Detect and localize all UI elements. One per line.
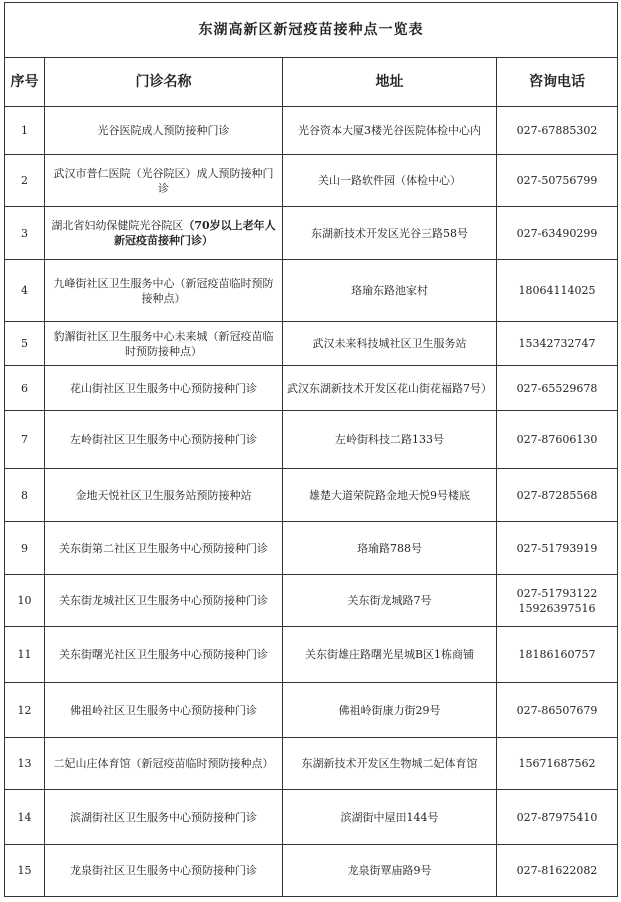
cell-phone: 027-50756799 [497, 155, 618, 207]
cell-address: 雄楚大道荣院路金地天悦9号楼底 [283, 469, 497, 522]
cell-address: 左岭街科技二路133号 [283, 411, 497, 469]
table-row [5, 155, 618, 207]
cell-name: 金地天悦社区卫生服务站预防接种站 [45, 469, 283, 522]
cell-phone [497, 575, 618, 627]
table-row [5, 366, 618, 411]
cell-seq: 7 [5, 411, 45, 469]
cell-address: 东湖新技术开发区生物城二妃体育馆 [283, 738, 497, 790]
table-row [5, 469, 618, 522]
cell-seq: 1 [5, 107, 45, 155]
cell-name: 花山街社区卫生服务中心预防接种门诊 [45, 366, 283, 411]
cell-seq: 12 [5, 683, 45, 738]
cell-seq: 9 [5, 522, 45, 575]
vaccination-sites-table [4, 2, 618, 897]
cell-seq: 8 [5, 469, 45, 522]
cell-seq: 3 [5, 207, 45, 260]
table-row [5, 522, 618, 575]
cell-phone: 027-63490299 [497, 207, 618, 260]
cell-phone-line-1: 027-51793122 [516, 586, 598, 600]
cell-phone-line-2: 15926397516 [518, 601, 596, 615]
cell-phone: 027-86507679 [497, 683, 618, 738]
cell-name: 光谷医院成人预防接种门诊 [45, 107, 283, 155]
cell-phone: 027-65529678 [497, 366, 618, 411]
table-title: 东湖高新区新冠疫苗接种点一览表 [5, 3, 618, 58]
cell-name: 关东街第二社区卫生服务中心预防接种门诊 [45, 522, 283, 575]
cell-address: 关东街雄庄路曙光星城B区1栋商铺 [283, 627, 497, 683]
cell-address: 滨湖街中屋田144号 [283, 790, 497, 845]
table-row [5, 683, 618, 738]
cell-seq: 10 [5, 575, 45, 627]
table-row [5, 845, 618, 897]
table-header-row [5, 58, 618, 107]
cell-address: 光谷资本大厦3楼光谷医院体检中心内 [283, 107, 497, 155]
header-seq: 序号 [5, 58, 45, 107]
cell-address: 武汉东湖新技术开发区花山街花福路7号） [283, 366, 497, 411]
cell-name: 滨湖街社区卫生服务中心预防接种门诊 [45, 790, 283, 845]
cell-phone: 027-87975410 [497, 790, 618, 845]
cell-seq: 4 [5, 260, 45, 322]
cell-name: 九峰街社区卫生服务中心（新冠疫苗临时预防接种点） [45, 260, 283, 322]
cell-seq: 14 [5, 790, 45, 845]
cell-phone: 027-81622082 [497, 845, 618, 897]
cell-name: 武汉市普仁医院（光谷院区）成人预防接种门诊 [45, 155, 283, 207]
cell-address: 珞瑜路788号 [283, 522, 497, 575]
cell-phone: 18186160757 [497, 627, 618, 683]
cell-seq: 2 [5, 155, 45, 207]
cell-address: 东湖新技术开发区光谷三路58号 [283, 207, 497, 260]
cell-phone: 18064114025 [497, 260, 618, 322]
cell-seq: 5 [5, 322, 45, 366]
cell-name-regular: 湖北省妇幼保健院光谷院区 [51, 219, 184, 232]
cell-seq: 6 [5, 366, 45, 411]
cell-address: 龙泉街覃庙路9号 [283, 845, 497, 897]
table-row [5, 627, 618, 683]
cell-phone: 15671687562 [497, 738, 618, 790]
header-name: 门诊名称 [45, 58, 283, 107]
cell-name: 关东街曙光社区卫生服务中心预防接种门诊 [45, 627, 283, 683]
cell-name: 豹澥街社区卫生服务中心未来城（新冠疫苗临时预防接种点） [45, 322, 283, 366]
table-row [5, 322, 618, 366]
cell-name: 二妃山庄体育馆（新冠疫苗临时预防接种点） [45, 738, 283, 790]
table-row [5, 790, 618, 845]
cell-name: 左岭街社区卫生服务中心预防接种门诊 [45, 411, 283, 469]
cell-seq: 13 [5, 738, 45, 790]
cell-seq: 15 [5, 845, 45, 897]
table-row [5, 107, 618, 155]
cell-address: 武汉未来科技城社区卫生服务站 [283, 322, 497, 366]
cell-address: 关东街龙城路7号 [283, 575, 497, 627]
table-row [5, 738, 618, 790]
cell-address: 关山一路软件园（体检中心） [283, 155, 497, 207]
cell-phone: 027-67885302 [497, 107, 618, 155]
cell-address: 珞瑜东路池家村 [283, 260, 497, 322]
cell-phone: 027-87285568 [497, 469, 618, 522]
cell-name: 佛祖岭社区卫生服务中心预防接种门诊 [45, 683, 283, 738]
cell-address: 佛祖岭街康力街29号 [283, 683, 497, 738]
cell-phone: 027-87606130 [497, 411, 618, 469]
cell-name: 关东街龙城社区卫生服务中心预防接种门诊 [45, 575, 283, 627]
cell-name-bold-note: （70岁以上老年人新冠疫苗接种门诊） [114, 219, 276, 247]
cell-name: 龙泉街社区卫生服务中心预防接种门诊 [45, 845, 283, 897]
cell-seq: 11 [5, 627, 45, 683]
table-row [5, 411, 618, 469]
header-address: 地址 [283, 58, 497, 107]
header-phone: 咨询电话 [497, 58, 618, 107]
cell-name [45, 207, 283, 260]
table-row [5, 575, 618, 627]
table-row [5, 260, 618, 322]
table-row [5, 207, 618, 260]
cell-phone: 027-51793919 [497, 522, 618, 575]
cell-phone: 15342732747 [497, 322, 618, 366]
